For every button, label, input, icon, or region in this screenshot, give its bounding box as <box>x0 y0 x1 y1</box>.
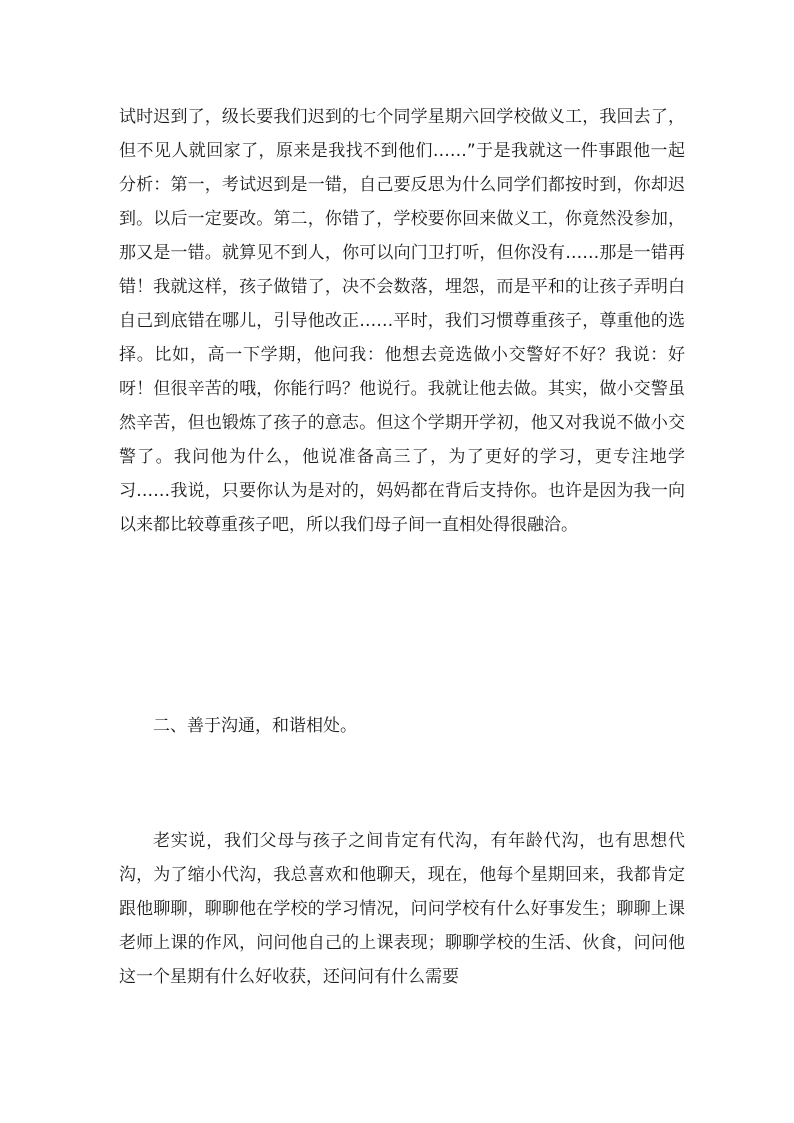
section-heading: 二、善于沟通，和谐相处。 <box>153 716 357 736</box>
body-paragraph: 试时迟到了，级长要我们迟到的七个同学星期六回学校做义工，我回去了，但不见人就回家了，原来是我找不到他们……”于是我就这一件事跟他一起分析：第一，考试迟到是一错，自己要反思为什么同学们都按时到，你却迟到。以后一定要改。第二，你错了，学校要你回来做义工，你竟然没参加，那又是一错。就算见不到人，你可以向门卫打听，但你没有……那是一错再错！我就这样，孩子做错了，决不会数落，埋怨，而是平和的让孩子弄明白自己到底错在哪儿，引导他改正……平时，我们习惯尊重孩子，尊重他的选择。比如，高一下学期，他问我：他想去竞选做小交警好不好？我说：好呀！但很辛苦的哦，你能行吗？他说行。我就让他去做。其实，做小交警虽然辛苦，但也锻炼了孩子的意志。但这个学期开学初，他又对我说不做小交警了。我问他为什么，他说准备高三了，为了更好的学习，更专注地学习……我说，只要你认为是对的，妈妈都在背后支持你。也许是因为我一向以来都比较尊重孩子吧，所以我们母子间一直相处得很融洽。 <box>119 107 685 535</box>
body-paragraph: 老实说，我们父母与孩子之间肯定有代沟，有年龄代沟，也有思想代沟，为了缩小代沟，我总喜欢和他聊天，现在，他每个星期回来，我都肯定跟他聊聊，聊聊他在学校的学习情况，问问学校有什么好事发生；聊聊上课老师上课的作风，问问他自己的上课表现；聊聊学校的生活、伙食，问问他这一个星期有什么好收获，还问问有什么需要 <box>119 831 685 987</box>
